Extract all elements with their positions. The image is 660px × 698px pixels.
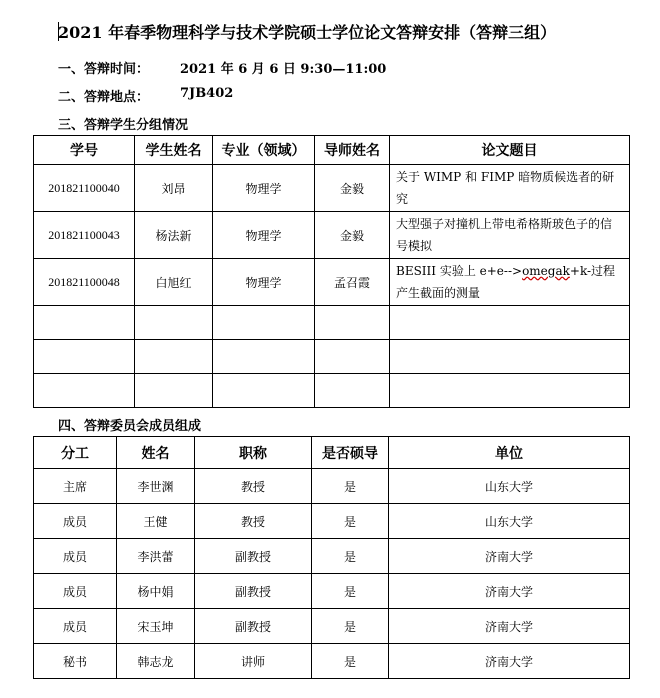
- member-supervisor: 是: [312, 609, 389, 644]
- section3-title: 三、答辩学生分组情况: [58, 118, 189, 133]
- member-unit: 济南大学: [389, 609, 630, 644]
- header-advisor: 导师姓名: [315, 136, 390, 165]
- member-title: 教授: [195, 469, 312, 504]
- member-supervisor: 是: [312, 644, 389, 679]
- member-unit: 济南大学: [389, 574, 630, 609]
- member-supervisor: 是: [312, 574, 389, 609]
- member-name: 王健: [117, 504, 195, 539]
- header-title: 职称: [195, 437, 312, 469]
- defense-place-line: [58, 86, 234, 105]
- member-title: 讲师: [195, 644, 312, 679]
- table-row: [34, 259, 630, 306]
- member-supervisor: 是: [312, 469, 389, 504]
- header-student-name: 学生姓名: [135, 136, 213, 165]
- section4-title: 四、答辩委员会成员组成: [58, 419, 202, 434]
- member-role: 主席: [34, 469, 117, 504]
- member-unit: 山东大学: [389, 469, 630, 504]
- student-name: 杨法新: [135, 212, 213, 259]
- student-id: 201821100040: [34, 165, 135, 212]
- student-topic: [390, 259, 630, 306]
- table-row: [34, 212, 630, 259]
- student-table-header: [34, 136, 630, 165]
- student-major: 物理学: [213, 259, 315, 306]
- student-id: 201821100048: [34, 259, 135, 306]
- committee-table-header: [34, 437, 630, 469]
- student-topic: 大型强子对撞机上带电希格斯玻色子的信号模拟: [390, 212, 630, 259]
- member-title: 副教授: [195, 539, 312, 574]
- topic-part-spellcheck: omegak: [522, 264, 570, 278]
- document-title: 2021 年春季物理科学与技术学院硕士学位论文答辩安排（答辩三组）: [58, 23, 557, 42]
- header-name: 姓名: [117, 437, 195, 469]
- table-row: [34, 539, 630, 574]
- table-row: [34, 504, 630, 539]
- member-name: 杨中娟: [117, 574, 195, 609]
- student-name: 刘昂: [135, 165, 213, 212]
- defense-place-value: 7JB402: [180, 86, 234, 101]
- member-role: 成员: [34, 574, 117, 609]
- member-name: 韩志龙: [117, 644, 195, 679]
- member-role: 成员: [34, 609, 117, 644]
- member-name: 宋玉坤: [117, 609, 195, 644]
- member-unit: 济南大学: [389, 644, 630, 679]
- student-major: 物理学: [213, 212, 315, 259]
- table-row: [34, 609, 630, 644]
- table-row: [34, 469, 630, 504]
- topic-part: +k-过程产生截面的测量: [396, 264, 616, 300]
- header-supervisor: 是否硕导: [312, 437, 389, 469]
- table-row-empty: [34, 306, 630, 340]
- member-unit: 山东大学: [389, 504, 630, 539]
- member-name: 李世渊: [117, 469, 195, 504]
- table-row: [34, 165, 630, 212]
- student-advisor: 金毅: [315, 165, 390, 212]
- student-major: 物理学: [213, 165, 315, 212]
- student-topic: 关于 WIMP 和 FIMP 暗物质候选者的研究: [390, 165, 630, 212]
- header-student-id: 学号: [34, 136, 135, 165]
- student-name: 白旭红: [135, 259, 213, 306]
- defense-place-label: 二、答辩地点：: [58, 90, 150, 105]
- table-row: [34, 644, 630, 679]
- table-row: [34, 574, 630, 609]
- table-row-empty: [34, 340, 630, 374]
- member-role: 成员: [34, 539, 117, 574]
- header-major: 专业（领域）: [213, 136, 315, 165]
- topic-part: BESIII 实验上 e+e-->: [396, 264, 523, 278]
- defense-time-line: [58, 58, 387, 77]
- member-supervisor: 是: [312, 504, 389, 539]
- member-role: 成员: [34, 504, 117, 539]
- student-id: 201821100043: [34, 212, 135, 259]
- defense-time-label: 一、答辩时间：: [58, 62, 150, 77]
- member-title: 副教授: [195, 609, 312, 644]
- header-role: 分工: [34, 437, 117, 469]
- member-title: 副教授: [195, 574, 312, 609]
- student-table: [33, 135, 630, 408]
- member-unit: 济南大学: [389, 539, 630, 574]
- student-advisor: 金毅: [315, 212, 390, 259]
- table-row-empty: [34, 374, 630, 408]
- defense-time-value: 2021 年 6 月 6 日 9:30—11:00: [180, 62, 387, 77]
- member-role: 秘书: [34, 644, 117, 679]
- committee-table: [33, 436, 630, 679]
- member-title: 教授: [195, 504, 312, 539]
- header-topic: 论文题目: [390, 136, 630, 165]
- member-supervisor: 是: [312, 539, 389, 574]
- header-unit: 单位: [389, 437, 630, 469]
- member-name: 李洪蕾: [117, 539, 195, 574]
- student-advisor: 孟召霞: [315, 259, 390, 306]
